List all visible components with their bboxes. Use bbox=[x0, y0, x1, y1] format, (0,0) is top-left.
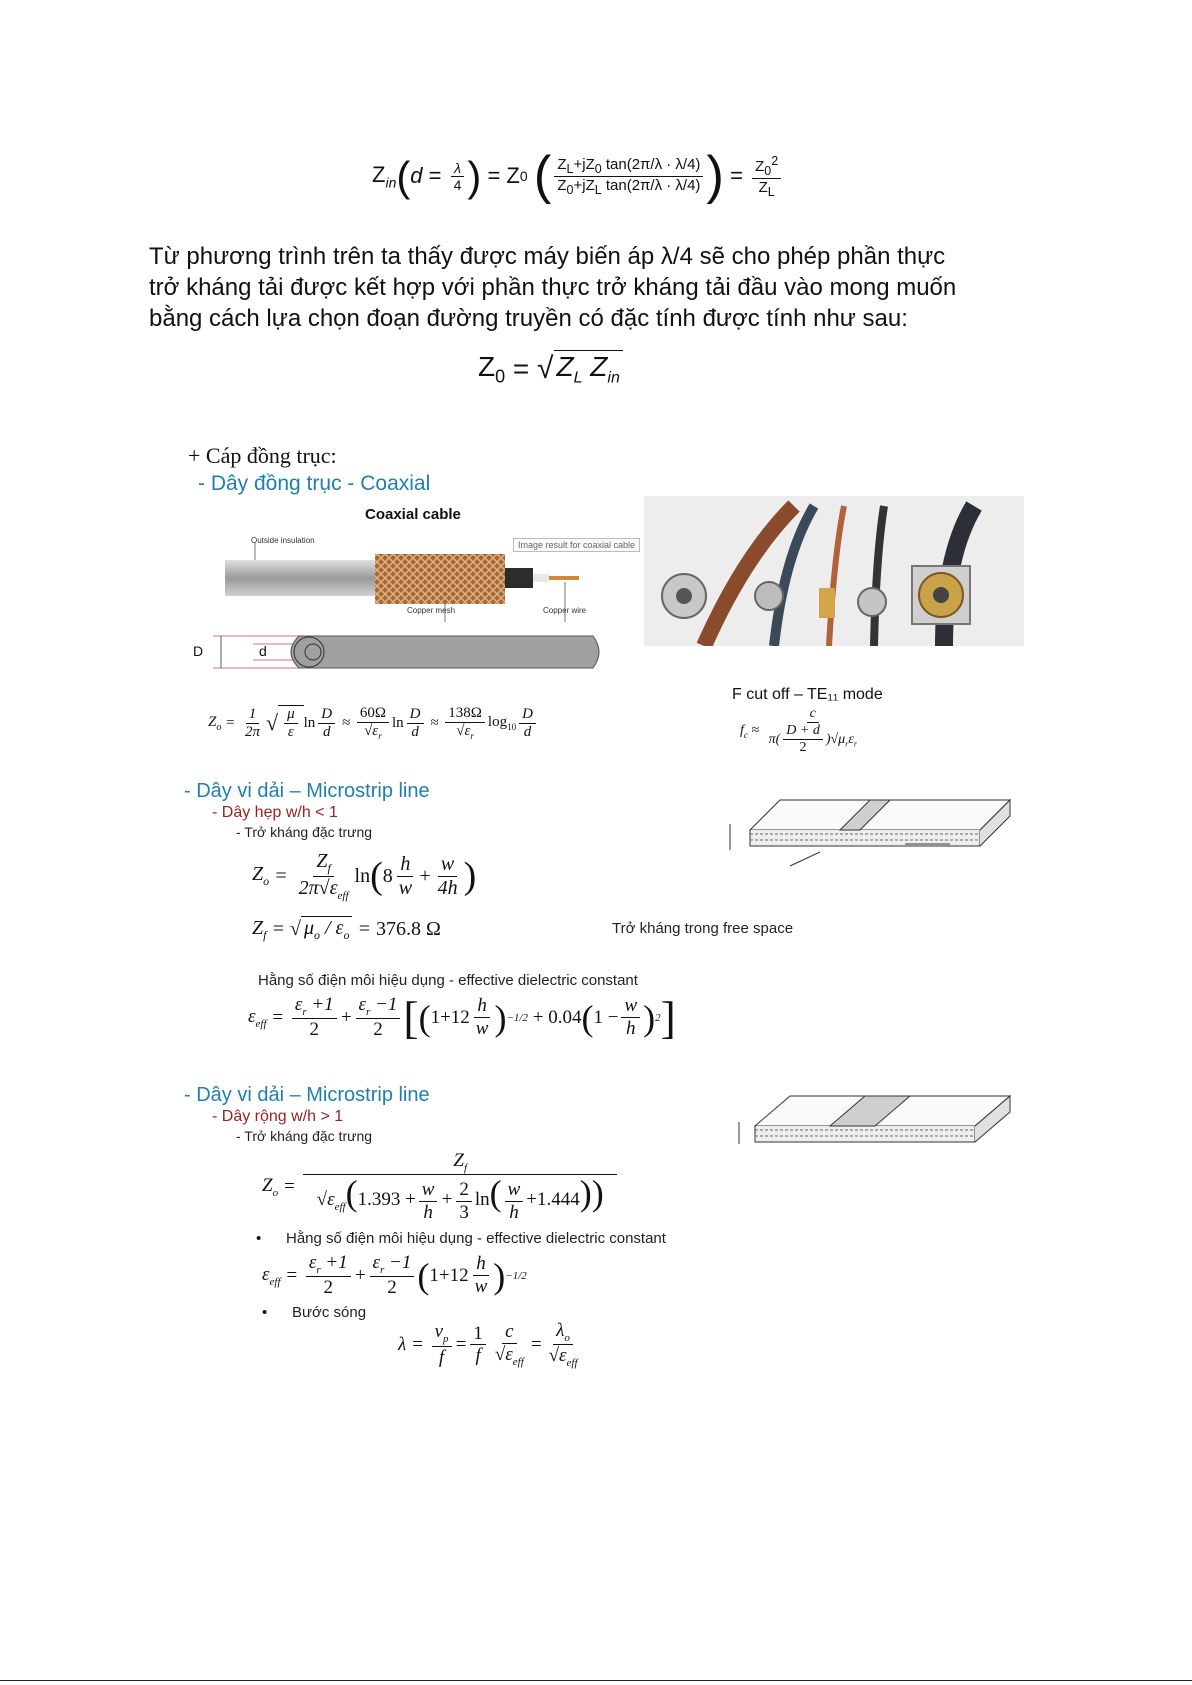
coax-cable-diagram bbox=[193, 502, 705, 682]
wide-eps-formula: $\varepsilon_{eff}$ = $\frac{\varepsilon_r +1}{2}$ + $\frac{\varepsilon_r -1}{2}$ ( 1+12 $\frac{h}{w}$ ) −1/2 bbox=[262, 1252, 527, 1299]
wide-impedance-label: - Trở kháng đặc trưng bbox=[236, 1128, 373, 1144]
page-bottom-rule bbox=[0, 1680, 1192, 1681]
image-tooltip: Image result for coaxial cable bbox=[513, 538, 640, 552]
wavelength-label: Bước sóng bbox=[292, 1304, 367, 1321]
coax-impedance-formula: $Z_o$ = $\frac{1}{2\pi}$ √ $\frac{\mu}{\varepsilon}$ ln $\frac{D}{d}$ ≈ $\frac{60\Omega}{√\varepsilon_r}$ ln $\frac{D}{d}$ ≈ $\frac{138\Omega}{√\varepsilon_r}$ $\log_{10}$ $\frac{D}{d}$ bbox=[208, 705, 539, 742]
dim-D-label: D bbox=[193, 643, 204, 659]
free-space-impedance-formula: $Z_f$ = √ $\mu_o / \varepsilon_o$ = 376.8 Ω bbox=[252, 916, 441, 942]
microstrip-wide-heading: - Dây vi dải – Microstrip line bbox=[184, 1084, 430, 1106]
wide-eps-label: Hằng số điện môi hiệu dụng - effective dielectric constant bbox=[286, 1230, 666, 1247]
coax-connectors-photo bbox=[644, 496, 1024, 646]
coax-heading: + Cáp đồng trục: bbox=[188, 443, 337, 468]
paragraph-line: trở kháng tải được kết hợp với phần thực trở kháng tải đầu vào mong muốn bbox=[149, 274, 957, 301]
microstrip-wide-subheading: - Dây rộng w/h > 1 bbox=[212, 1108, 344, 1125]
label-copper-wire: Copper wire bbox=[543, 606, 587, 615]
wide-z0-formula: $Z_o$ = $Z_f$ $√\varepsilon_{eff}(1.393$ + $\frac{w}{h}$ + $\frac{2}{3}$ ln( $\frac{w}{h}$ +1.444)) bbox=[262, 1150, 620, 1223]
characteristic-impedance-equation: $Z_0$ = √ $Z_L$ $Z_{in}$ bbox=[478, 350, 623, 388]
narrow-eps-formula: $\varepsilon_{eff}$ = $\frac{\varepsilon_r +1}{2}$ + $\frac{\varepsilon_r -1}{2}$ [ ( 1+12 $\frac{h}{w}$ ) −1/2 + 0.04 ( 1 − $\frac{w}{h}$ ) 2 ] bbox=[248, 991, 676, 1043]
microstrip-narrow-diagram bbox=[720, 780, 1020, 870]
narrow-z0-formula: $Z_o$ = $\frac{Z_f}{2\pi√\varepsilon_{eff}}$ ln ( 8 $\frac{h}{w}$ + $\frac{w}{4h}$ ) bbox=[252, 850, 477, 902]
bullet-icon: • bbox=[256, 1230, 262, 1247]
cutoff-title: F cut off – TE₁₁ mode bbox=[732, 686, 883, 703]
microstrip-narrow-subheading: - Dây hẹp w/h < 1 bbox=[212, 804, 338, 821]
paragraph-line: Từ phương trình trên ta thấy được máy biến áp λ/4 sẽ cho phép phần thực bbox=[149, 243, 946, 270]
microstrip-narrow-heading: - Dây vi dải – Microstrip line bbox=[184, 780, 430, 802]
dim-d-label: d bbox=[259, 643, 267, 659]
narrow-impedance-label: - Trở kháng đặc trưng bbox=[236, 824, 373, 840]
connectors-illustration bbox=[644, 496, 1024, 646]
narrow-eps-label: Hằng số điện môi hiệu dụng - effective dielectric constant bbox=[258, 972, 638, 989]
quarter-wave-input-impedance-equation: $Z_{in}$ ( d = $\frac{\lambda}{4}$ ) = Z 0 ( $\frac{Z_L+jZ_0 \tan(2\pi/\lambda \cdot \lambda/4)}{Z_0+jZ_L \tan(2\pi/\lambda \cdot \lambda/4)}$ ) = $\frac{Z_0^2}{Z_L}$ bbox=[372, 150, 784, 203]
bullet-icon: • bbox=[262, 1304, 268, 1321]
coax-figure-title: Coaxial cable bbox=[365, 506, 461, 523]
coax-cross-section bbox=[213, 632, 603, 672]
paragraph-line: bằng cách lựa chọn đoạn đường truyền có đặc tính được tính như sau: bbox=[149, 305, 908, 332]
wavelength-formula: λ = $\frac{v_p}{f}$ = $\frac{1}{f}$ $\frac{c}{√\varepsilon_{eff}}$ = $\frac{\lambda_o}{√\varepsilon_{eff}}$ bbox=[398, 1320, 578, 1370]
label-outside-insulation: Outside insulation bbox=[251, 536, 315, 545]
microstrip-wide-diagram bbox=[735, 1082, 1025, 1162]
free-space-label: Trở kháng trong free space bbox=[612, 920, 794, 937]
intro-paragraph bbox=[149, 241, 1049, 334]
cutoff-frequency-formula: $f_c$ ≈ c π( $\frac{D + d}{2}$ )$√\mu_r\varepsilon_r$ bbox=[740, 706, 857, 756]
coax-subheading: - Dây đồng trục - Coaxial bbox=[198, 472, 431, 495]
label-copper-mesh: Copper mesh bbox=[407, 606, 456, 615]
